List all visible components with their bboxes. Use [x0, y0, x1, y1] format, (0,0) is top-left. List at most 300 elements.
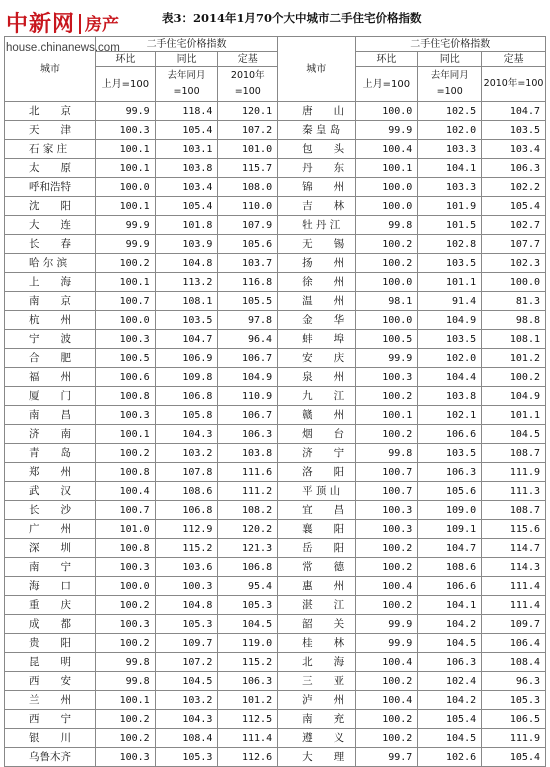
table-row	[5, 596, 546, 615]
cell-mom-right: 99.9	[355, 349, 418, 368]
cell-yoy-left: 105.3	[155, 748, 218, 767]
cell-yoy-right: 102.0	[418, 349, 482, 368]
cell-mom-left: 100.8	[96, 539, 156, 558]
table-row	[5, 577, 546, 596]
cell-mom-right: 99.8	[355, 444, 418, 463]
cell-fixed-left: 115.7	[218, 159, 278, 178]
cell-mom-right: 100.3	[355, 520, 418, 539]
header-city-right: 城市	[278, 37, 355, 102]
cell-yoy-right: 106.3	[418, 463, 482, 482]
cell-mom-left: 100.1	[96, 425, 156, 444]
table-row	[5, 710, 546, 729]
table-row	[5, 387, 546, 406]
cell-city-right: 襄 阳	[278, 520, 355, 539]
header-fixed-base-text: 2010年=100	[230, 70, 265, 97]
cell-fixed-right: 105.3	[482, 691, 546, 710]
cell-fixed-left: 106.7	[218, 349, 278, 368]
cell-mom-left: 100.2	[96, 634, 156, 653]
cell-fixed-right: 111.9	[482, 729, 546, 748]
cell-mom-left: 100.1	[96, 691, 156, 710]
cell-mom-right: 100.2	[355, 596, 418, 615]
table-row	[5, 634, 546, 653]
cell-city-right: 九 江	[278, 387, 355, 406]
cell-yoy-right: 108.6	[418, 558, 482, 577]
cell-city-left: 长 春	[5, 235, 96, 254]
cell-fixed-left: 119.0	[218, 634, 278, 653]
cell-yoy-right: 104.2	[418, 691, 482, 710]
cell-city-left: 太 原	[5, 159, 96, 178]
cell-mom-left: 100.0	[96, 178, 156, 197]
cell-mom-left: 99.9	[96, 235, 156, 254]
cell-yoy-left: 118.4	[155, 102, 218, 121]
header-mom-base-left: 上月=100	[96, 67, 156, 102]
cell-city-left: 大 连	[5, 216, 96, 235]
table-row	[5, 482, 546, 501]
cell-mom-right: 100.4	[355, 653, 418, 672]
cell-fixed-right: 109.7	[482, 615, 546, 634]
cell-city-left: 郑 州	[5, 463, 96, 482]
cell-fixed-left: 101.2	[218, 691, 278, 710]
cell-yoy-right: 102.0	[418, 121, 482, 140]
cell-mom-left: 100.2	[96, 710, 156, 729]
cell-city-right: 济 宁	[278, 444, 355, 463]
table-row	[5, 653, 546, 672]
cell-city-left: 上 海	[5, 273, 96, 292]
cell-city-right: 常 德	[278, 558, 355, 577]
cell-city-right: 桂 林	[278, 634, 355, 653]
cell-fixed-left: 104.9	[218, 368, 278, 387]
cell-mom-right: 100.1	[355, 406, 418, 425]
cell-yoy-right: 102.1	[418, 406, 482, 425]
cell-mom-right: 100.7	[355, 463, 418, 482]
cell-city-left: 银 川	[5, 729, 96, 748]
table-row	[5, 178, 546, 197]
table-row	[5, 273, 546, 292]
table-row	[5, 520, 546, 539]
cell-yoy-right: 103.3	[418, 140, 482, 159]
cell-fixed-left: 107.2	[218, 121, 278, 140]
header-yoy-base-text: 去年同月=100	[167, 70, 206, 97]
cell-city-left: 贵 阳	[5, 634, 96, 653]
cell-mom-right: 100.2	[355, 425, 418, 444]
cell-city-left: 成 都	[5, 615, 96, 634]
header-mom-left: 环比	[96, 52, 156, 67]
cell-fixed-left: 111.6	[218, 463, 278, 482]
cell-city-left: 哈 尔 滨	[5, 254, 96, 273]
table-row	[5, 254, 546, 273]
cell-city-right: 三 亚	[278, 672, 355, 691]
cell-mom-right: 100.4	[355, 691, 418, 710]
cell-city-right: 丹 东	[278, 159, 355, 178]
cell-city-left: 呼和浩特	[5, 178, 96, 197]
header-fixed-left: 定基	[218, 52, 278, 67]
cell-fixed-right: 111.4	[482, 596, 546, 615]
cell-fixed-right: 102.7	[482, 216, 546, 235]
cell-yoy-left: 100.3	[155, 577, 218, 596]
cell-city-left: 南 昌	[5, 406, 96, 425]
cell-city-left: 长 沙	[5, 501, 96, 520]
header-group-left: 二手住宅价格指数	[96, 37, 278, 52]
cell-fixed-left: 112.6	[218, 748, 278, 767]
cell-mom-right: 100.1	[355, 159, 418, 178]
cell-fixed-left: 110.9	[218, 387, 278, 406]
cell-city-right: 遵 义	[278, 729, 355, 748]
cell-mom-right: 100.2	[355, 729, 418, 748]
cell-yoy-right: 104.5	[418, 729, 482, 748]
cell-fixed-right: 115.6	[482, 520, 546, 539]
cell-fixed-left: 105.3	[218, 596, 278, 615]
header-yoy-left: 同比	[155, 52, 218, 67]
cell-yoy-right: 104.5	[418, 634, 482, 653]
cell-fixed-left: 97.8	[218, 311, 278, 330]
cell-yoy-right: 102.8	[418, 235, 482, 254]
table-row	[5, 748, 546, 767]
cell-yoy-left: 103.4	[155, 178, 218, 197]
cell-yoy-left: 104.8	[155, 596, 218, 615]
brand-divider	[79, 14, 81, 34]
cell-fixed-left: 103.8	[218, 444, 278, 463]
cell-fixed-left: 96.4	[218, 330, 278, 349]
cell-yoy-left: 112.9	[155, 520, 218, 539]
cell-yoy-left: 105.8	[155, 406, 218, 425]
cell-fixed-left: 108.2	[218, 501, 278, 520]
cell-mom-right: 100.2	[355, 672, 418, 691]
cell-yoy-left: 104.3	[155, 425, 218, 444]
cell-city-right: 平 顶 山	[278, 482, 355, 501]
cell-city-right: 赣 州	[278, 406, 355, 425]
cell-fixed-right: 108.4	[482, 653, 546, 672]
cell-mom-right: 100.2	[355, 387, 418, 406]
cell-city-right: 烟 台	[278, 425, 355, 444]
cell-city-right: 北 海	[278, 653, 355, 672]
cell-yoy-right: 102.5	[418, 102, 482, 121]
cell-yoy-left: 103.2	[155, 444, 218, 463]
header-yoy-base-left	[155, 67, 218, 102]
cell-yoy-left: 105.4	[155, 197, 218, 216]
cell-yoy-left: 106.8	[155, 387, 218, 406]
cell-city-left: 合 肥	[5, 349, 96, 368]
cell-yoy-left: 103.2	[155, 691, 218, 710]
cell-fixed-right: 103.5	[482, 121, 546, 140]
cell-mom-left: 100.3	[96, 406, 156, 425]
cell-yoy-right: 101.9	[418, 197, 482, 216]
table-row	[5, 501, 546, 520]
price-index-table	[4, 36, 546, 767]
cell-yoy-right: 104.1	[418, 596, 482, 615]
cell-city-right: 锦 州	[278, 178, 355, 197]
cell-mom-left: 100.5	[96, 349, 156, 368]
cell-yoy-right: 102.6	[418, 748, 482, 767]
cell-yoy-left: 106.8	[155, 501, 218, 520]
cell-fixed-right: 106.5	[482, 710, 546, 729]
cell-fixed-right: 100.0	[482, 273, 546, 292]
header-fixed-right: 定基	[482, 52, 546, 67]
cell-fixed-right: 114.7	[482, 539, 546, 558]
cell-fixed-right: 81.3	[482, 292, 546, 311]
cell-yoy-left: 103.9	[155, 235, 218, 254]
cell-fixed-left: 115.2	[218, 653, 278, 672]
cell-city-left: 厦 门	[5, 387, 96, 406]
table-row	[5, 159, 546, 178]
cell-fixed-right: 108.1	[482, 330, 546, 349]
cell-fixed-left: 106.3	[218, 425, 278, 444]
table-row	[5, 615, 546, 634]
cell-yoy-left: 113.2	[155, 273, 218, 292]
cell-city-right: 金 华	[278, 311, 355, 330]
cell-fixed-left: 105.5	[218, 292, 278, 311]
header-yoy-base-right	[418, 67, 482, 102]
cell-yoy-right: 104.1	[418, 159, 482, 178]
cell-fixed-left: 110.0	[218, 197, 278, 216]
cell-fixed-left: 105.6	[218, 235, 278, 254]
cell-city-right: 泸 州	[278, 691, 355, 710]
cell-yoy-right: 104.2	[418, 615, 482, 634]
cell-fixed-left: 111.4	[218, 729, 278, 748]
cell-mom-right: 99.9	[355, 634, 418, 653]
table-row	[5, 311, 546, 330]
cell-fixed-right: 111.4	[482, 577, 546, 596]
cell-fixed-left: 108.0	[218, 178, 278, 197]
cell-city-left: 乌鲁木齐	[5, 748, 96, 767]
cell-mom-left: 100.3	[96, 615, 156, 634]
cell-yoy-left: 104.8	[155, 254, 218, 273]
table-row	[5, 197, 546, 216]
cell-city-left: 青 岛	[5, 444, 96, 463]
cell-fixed-right: 98.8	[482, 311, 546, 330]
cell-fixed-right: 111.9	[482, 463, 546, 482]
cell-fixed-left: 120.1	[218, 102, 278, 121]
cell-fixed-right: 101.2	[482, 349, 546, 368]
cell-mom-left: 100.3	[96, 121, 156, 140]
cell-yoy-right: 106.6	[418, 425, 482, 444]
header-group-right: 二手住宅价格指数	[355, 37, 545, 52]
cell-fixed-right: 111.3	[482, 482, 546, 501]
cell-fixed-left: 111.2	[218, 482, 278, 501]
table-row	[5, 444, 546, 463]
cell-fixed-right: 102.3	[482, 254, 546, 273]
cell-fixed-left: 101.0	[218, 140, 278, 159]
cell-mom-right: 100.3	[355, 368, 418, 387]
cell-mom-right: 100.2	[355, 254, 418, 273]
cell-yoy-right: 104.9	[418, 311, 482, 330]
table-row	[5, 539, 546, 558]
cell-mom-left: 100.3	[96, 558, 156, 577]
cell-mom-left: 100.1	[96, 140, 156, 159]
cell-city-right: 洛 阳	[278, 463, 355, 482]
cell-yoy-right: 105.6	[418, 482, 482, 501]
header-fixed-base-right	[482, 67, 546, 102]
cell-yoy-left: 108.4	[155, 729, 218, 748]
cell-yoy-left: 107.2	[155, 653, 218, 672]
cell-mom-right: 100.2	[355, 235, 418, 254]
cell-mom-left: 100.7	[96, 501, 156, 520]
header-city-left: 城市	[5, 37, 96, 102]
cell-city-left: 兰 州	[5, 691, 96, 710]
cell-yoy-right: 106.3	[418, 653, 482, 672]
cell-fixed-right: 106.3	[482, 159, 546, 178]
cell-mom-right: 98.1	[355, 292, 418, 311]
cell-yoy-left: 105.3	[155, 615, 218, 634]
cell-fixed-left: 107.9	[218, 216, 278, 235]
cell-mom-left: 100.7	[96, 292, 156, 311]
cell-city-right: 泉 州	[278, 368, 355, 387]
cell-yoy-left: 103.8	[155, 159, 218, 178]
page-title: 表3：2014年1月70个大中城市二手住宅价格指数	[162, 11, 422, 25]
brand-logo	[6, 2, 119, 36]
table-row	[5, 558, 546, 577]
cell-mom-left: 100.6	[96, 368, 156, 387]
cell-city-right: 秦 皇 岛	[278, 121, 355, 140]
cell-fixed-right: 104.7	[482, 102, 546, 121]
cell-city-left: 昆 明	[5, 653, 96, 672]
cell-city-left: 西 安	[5, 672, 96, 691]
cell-yoy-right: 91.4	[418, 292, 482, 311]
cell-mom-right: 99.7	[355, 748, 418, 767]
cell-city-right: 蚌 埠	[278, 330, 355, 349]
cell-fixed-left: 112.5	[218, 710, 278, 729]
cell-mom-right: 100.2	[355, 539, 418, 558]
table-row	[5, 140, 546, 159]
cell-fixed-left: 106.8	[218, 558, 278, 577]
header-yoy-right: 同比	[418, 52, 482, 67]
cell-mom-right: 100.0	[355, 311, 418, 330]
cell-city-left: 深 圳	[5, 539, 96, 558]
cell-yoy-right: 106.6	[418, 577, 482, 596]
table-body	[5, 102, 546, 767]
cell-mom-right: 99.8	[355, 216, 418, 235]
cell-city-left: 杭 州	[5, 311, 96, 330]
cell-fixed-right: 104.9	[482, 387, 546, 406]
table-row	[5, 102, 546, 121]
cell-yoy-left: 106.9	[155, 349, 218, 368]
cell-mom-left: 100.3	[96, 330, 156, 349]
cell-fixed-right: 108.7	[482, 444, 546, 463]
cell-fixed-left: 120.2	[218, 520, 278, 539]
cell-fixed-right: 100.2	[482, 368, 546, 387]
cell-mom-right: 100.5	[355, 330, 418, 349]
table-row	[5, 330, 546, 349]
brand-name: 中新网	[6, 11, 76, 37]
cell-yoy-right: 109.1	[418, 520, 482, 539]
cell-mom-right: 100.4	[355, 577, 418, 596]
cell-mom-left: 100.1	[96, 273, 156, 292]
cell-fixed-right: 108.7	[482, 501, 546, 520]
cell-fixed-right: 103.4	[482, 140, 546, 159]
cell-mom-left: 100.2	[96, 729, 156, 748]
cell-yoy-left: 108.1	[155, 292, 218, 311]
header-fixed-base-left	[218, 67, 278, 102]
cell-mom-left: 101.0	[96, 520, 156, 539]
header-yoy-base-text: 去年同月=100	[430, 70, 469, 97]
cell-yoy-left: 109.7	[155, 634, 218, 653]
cell-city-left: 海 口	[5, 577, 96, 596]
cell-mom-right: 99.9	[355, 615, 418, 634]
cell-city-right: 惠 州	[278, 577, 355, 596]
cell-yoy-left: 103.5	[155, 311, 218, 330]
cell-city-left: 重 庆	[5, 596, 96, 615]
cell-fixed-right: 105.4	[482, 197, 546, 216]
table-row	[5, 121, 546, 140]
cell-city-right: 无 锡	[278, 235, 355, 254]
cell-city-left: 天 津	[5, 121, 96, 140]
cell-fixed-right: 106.4	[482, 634, 546, 653]
cell-mom-right: 100.0	[355, 273, 418, 292]
table-row	[5, 235, 546, 254]
cell-city-left: 武 汉	[5, 482, 96, 501]
cell-fixed-right: 105.4	[482, 748, 546, 767]
cell-yoy-right: 103.5	[418, 254, 482, 273]
cell-city-left: 沈 阳	[5, 197, 96, 216]
cell-mom-right: 100.7	[355, 482, 418, 501]
table-row	[5, 672, 546, 691]
cell-city-right: 徐 州	[278, 273, 355, 292]
table-row	[5, 292, 546, 311]
cell-fixed-right: 96.3	[482, 672, 546, 691]
cell-city-left: 南 京	[5, 292, 96, 311]
cell-city-right: 韶 关	[278, 615, 355, 634]
cell-yoy-right: 103.3	[418, 178, 482, 197]
cell-city-left: 济 南	[5, 425, 96, 444]
cell-mom-left: 99.9	[96, 216, 156, 235]
table-row	[5, 691, 546, 710]
cell-yoy-left: 104.7	[155, 330, 218, 349]
cell-city-right: 宜 昌	[278, 501, 355, 520]
cell-yoy-left: 108.6	[155, 482, 218, 501]
cell-mom-left: 100.2	[96, 444, 156, 463]
cell-yoy-right: 101.1	[418, 273, 482, 292]
cell-yoy-right: 104.4	[418, 368, 482, 387]
cell-yoy-left: 107.8	[155, 463, 218, 482]
cell-yoy-right: 102.4	[418, 672, 482, 691]
cell-mom-left: 99.8	[96, 672, 156, 691]
cell-fixed-right: 101.1	[482, 406, 546, 425]
cell-fixed-left: 116.8	[218, 273, 278, 292]
cell-mom-left: 100.3	[96, 748, 156, 767]
cell-city-right: 唐 山	[278, 102, 355, 121]
cell-city-left: 广 州	[5, 520, 96, 539]
cell-mom-right: 100.0	[355, 102, 418, 121]
table-row	[5, 406, 546, 425]
cell-mom-left: 99.9	[96, 102, 156, 121]
cell-yoy-right: 103.5	[418, 444, 482, 463]
cell-yoy-left: 101.8	[155, 216, 218, 235]
header-mom-right: 环比	[355, 52, 418, 67]
cell-city-right: 扬 州	[278, 254, 355, 273]
table-row	[5, 463, 546, 482]
brand-url: house.chinanews.com	[6, 42, 120, 54]
cell-mom-left: 100.0	[96, 311, 156, 330]
cell-yoy-right: 101.5	[418, 216, 482, 235]
cell-city-left: 南 宁	[5, 558, 96, 577]
cell-mom-right: 100.2	[355, 558, 418, 577]
cell-mom-right: 100.3	[355, 501, 418, 520]
cell-city-left: 福 州	[5, 368, 96, 387]
cell-mom-left: 100.2	[96, 254, 156, 273]
cell-fixed-right: 102.2	[482, 178, 546, 197]
cell-yoy-right: 103.5	[418, 330, 482, 349]
cell-yoy-left: 105.4	[155, 121, 218, 140]
cell-yoy-right: 103.8	[418, 387, 482, 406]
cell-mom-right: 100.0	[355, 197, 418, 216]
cell-fixed-left: 106.7	[218, 406, 278, 425]
table-row	[5, 216, 546, 235]
cell-mom-right: 100.0	[355, 178, 418, 197]
cell-yoy-right: 109.0	[418, 501, 482, 520]
cell-city-left: 西 宁	[5, 710, 96, 729]
table-row	[5, 349, 546, 368]
cell-mom-right: 99.9	[355, 121, 418, 140]
header-mom-base-right: 上月=100	[355, 67, 418, 102]
